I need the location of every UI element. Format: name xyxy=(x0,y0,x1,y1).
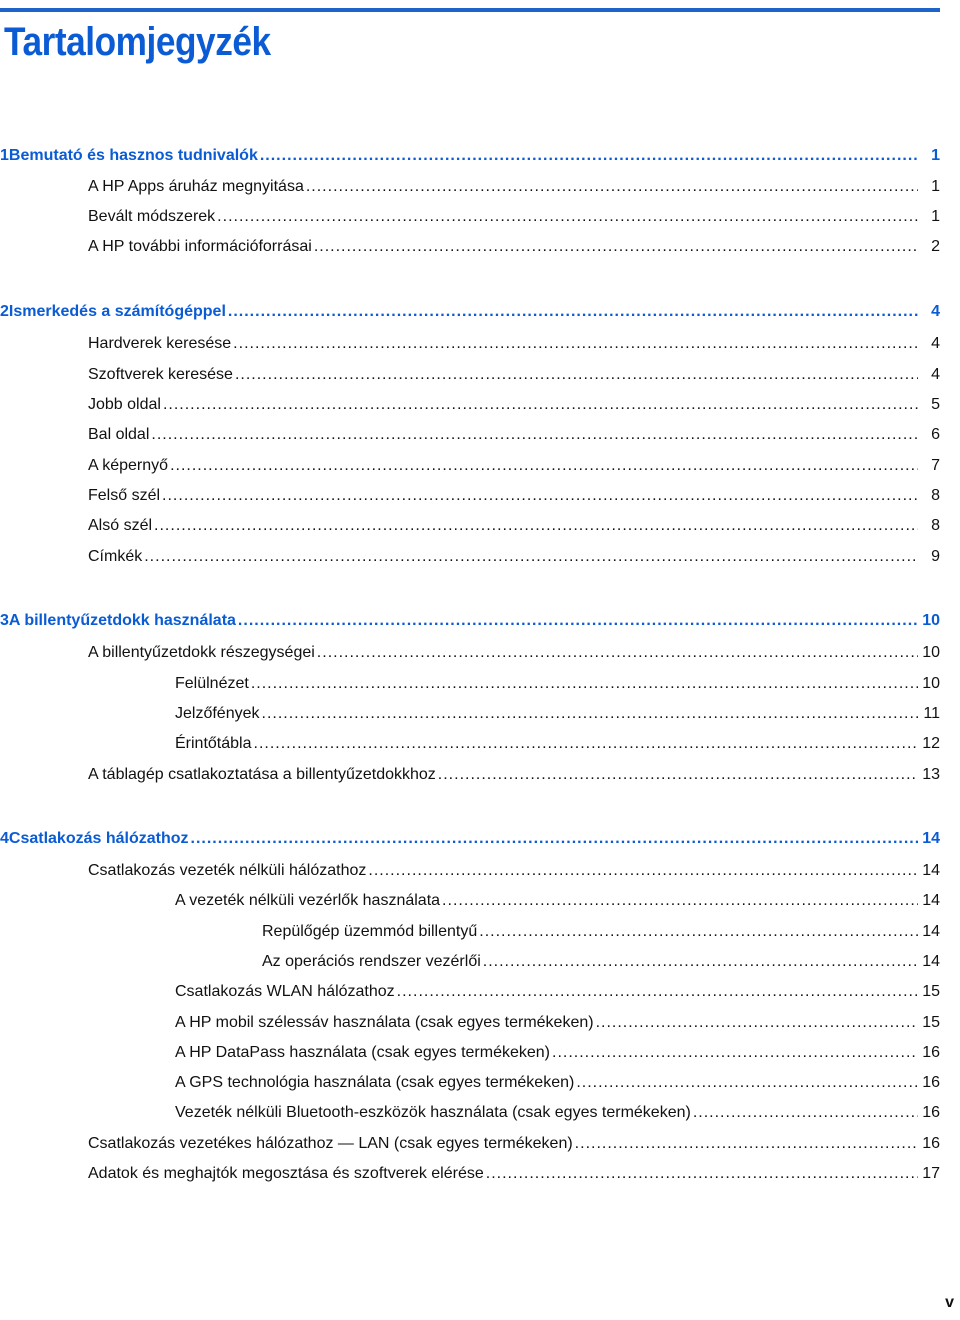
dot-leader xyxy=(154,515,918,537)
toc-page: 14 xyxy=(922,953,940,970)
toc-label: Csatlakozás vezeték nélküli hálózathoz xyxy=(88,862,367,879)
toc-entry[interactable] xyxy=(175,703,940,725)
toc-entry[interactable] xyxy=(175,1042,940,1064)
toc-page: 14 xyxy=(922,923,940,940)
dot-leader xyxy=(314,236,918,258)
page-title: Tartalomjegyzék xyxy=(4,20,271,64)
toc-chapter[interactable] xyxy=(0,610,940,632)
chapter-number: 1 xyxy=(0,147,9,164)
dot-leader xyxy=(228,301,918,323)
toc-entry[interactable] xyxy=(88,206,940,228)
toc-page: 17 xyxy=(922,1165,940,1182)
toc-page: 10 xyxy=(922,612,940,629)
toc-entry[interactable] xyxy=(175,1072,940,1094)
toc-page: 10 xyxy=(922,644,940,661)
page-number: v xyxy=(945,1294,954,1311)
toc-page: 6 xyxy=(931,426,940,443)
toc-entry[interactable] xyxy=(88,176,940,198)
toc-entry[interactable] xyxy=(88,333,940,355)
dot-leader xyxy=(575,1133,918,1155)
toc-page: 14 xyxy=(922,830,940,847)
toc-page: 4 xyxy=(931,303,940,320)
toc-label: A vezeték nélküli vezérlők használata xyxy=(175,892,441,909)
dot-leader xyxy=(479,921,918,943)
toc-page: 16 xyxy=(922,1135,940,1152)
toc-label: Alsó szél xyxy=(88,517,153,534)
toc-page: 13 xyxy=(922,766,940,783)
toc-entry[interactable] xyxy=(88,764,940,786)
toc-entry[interactable] xyxy=(88,485,940,507)
toc-page: 1 xyxy=(931,178,940,195)
toc-page: 15 xyxy=(922,1014,940,1031)
toc-label: Szoftverek keresése xyxy=(88,366,233,383)
toc-label: Adatok és meghajtók megosztása és szoftverek elérése xyxy=(88,1165,484,1182)
dot-leader xyxy=(251,673,918,695)
toc-label: Címkék xyxy=(88,548,143,565)
toc-label: A GPS technológia használata (csak egyes termékeken) xyxy=(175,1074,575,1091)
dot-leader xyxy=(260,145,918,167)
toc-entry[interactable] xyxy=(88,515,940,537)
toc-page: 4 xyxy=(931,335,940,352)
toc-label: A billentyűzetdokk részegységei xyxy=(88,644,315,661)
dot-leader xyxy=(486,1163,918,1185)
toc-entry[interactable] xyxy=(88,236,940,258)
dot-leader xyxy=(233,333,918,355)
toc-label: Csatlakozás hálózathoz xyxy=(8,830,189,847)
toc-page: 5 xyxy=(931,396,940,413)
dot-leader xyxy=(368,860,918,882)
toc-entry[interactable] xyxy=(88,424,940,446)
dot-leader xyxy=(235,364,918,386)
toc-page: 12 xyxy=(922,735,940,752)
toc-entry[interactable] xyxy=(88,860,940,882)
toc-page: 8 xyxy=(931,517,940,534)
dot-leader xyxy=(151,424,918,446)
toc-entry[interactable] xyxy=(262,921,940,943)
dot-leader xyxy=(191,828,918,850)
toc-page: 4 xyxy=(931,366,940,383)
toc-label: Csatlakozás WLAN hálózathoz xyxy=(175,983,395,1000)
toc-label: Repülőgép üzemmód billentyű xyxy=(262,923,478,940)
toc-entry[interactable] xyxy=(262,951,940,973)
dot-leader xyxy=(483,951,918,973)
toc-label: A HP Apps áruház megnyitása xyxy=(88,178,304,195)
toc-label: A HP DataPass használata (csak egyes termékeken) xyxy=(175,1044,550,1061)
dot-leader xyxy=(576,1072,918,1094)
toc-chapter[interactable] xyxy=(0,828,940,850)
toc-page: 16 xyxy=(922,1074,940,1091)
toc-page: 16 xyxy=(922,1104,940,1121)
toc-label: Hardverek keresése xyxy=(88,335,232,352)
dot-leader xyxy=(262,703,919,725)
toc-entry[interactable] xyxy=(175,981,940,1003)
toc-label: Jobb oldal xyxy=(88,396,161,413)
chapter-number: 3 xyxy=(0,612,9,629)
toc-page: 11 xyxy=(923,705,940,722)
dot-leader xyxy=(144,546,918,568)
dot-leader xyxy=(217,206,918,228)
toc-page: 10 xyxy=(922,675,940,692)
toc-entry[interactable] xyxy=(175,1012,940,1034)
toc-page: 16 xyxy=(922,1044,940,1061)
toc-label: Felső szél xyxy=(88,487,161,504)
toc-label: A HP mobil szélessáv használata (csak egyes termékeken) xyxy=(175,1014,594,1031)
toc-label: Bal oldal xyxy=(88,426,150,443)
toc-label: A táblagép csatlakoztatása a billentyűzetdokkhoz xyxy=(88,766,436,783)
dot-leader xyxy=(397,981,918,1003)
toc-entry[interactable] xyxy=(88,1133,940,1155)
toc-entry[interactable] xyxy=(175,1102,940,1124)
toc-label: Ismerkedés a számítógéppel xyxy=(8,303,226,320)
toc-page: 9 xyxy=(931,548,940,565)
toc-entry[interactable] xyxy=(88,642,940,664)
dot-leader xyxy=(596,1012,918,1034)
toc-page: 1 xyxy=(931,147,940,164)
dot-leader xyxy=(442,890,918,912)
dot-leader xyxy=(552,1042,918,1064)
toc-label: Felülnézet xyxy=(175,675,249,692)
dot-leader xyxy=(306,176,918,198)
dot-leader xyxy=(693,1102,918,1124)
toc-label: Vezeték nélküli Bluetooth-eszközök használata (csak egyes termékeken) xyxy=(175,1104,691,1121)
toc-chapter[interactable] xyxy=(0,301,940,323)
chapter-number: 2 xyxy=(0,303,9,320)
toc-label: A HP további információforrásai xyxy=(88,238,312,255)
dot-leader xyxy=(438,764,918,786)
toc-entry[interactable] xyxy=(88,546,940,568)
toc-entry[interactable] xyxy=(175,890,940,912)
toc-entry[interactable] xyxy=(88,394,940,416)
toc-page: 15 xyxy=(922,983,940,1000)
toc-label: Érintőtábla xyxy=(175,735,252,752)
toc-label: Bevált módszerek xyxy=(88,208,216,225)
toc-entry[interactable] xyxy=(88,364,940,386)
toc-page: 14 xyxy=(922,892,940,909)
toc-chapter[interactable] xyxy=(0,145,940,167)
toc-label: Bemutató és hasznos tudnivalók xyxy=(8,147,258,164)
chapter-number: 4 xyxy=(0,830,9,847)
toc-label: Az operációs rendszer vezérlői xyxy=(262,953,481,970)
dot-leader xyxy=(163,394,918,416)
toc-label: Csatlakozás vezetékes hálózathoz — LAN (csak egyes termékeken) xyxy=(88,1135,573,1152)
toc-label: A billentyűzetdokk használata xyxy=(8,612,236,629)
dot-leader xyxy=(162,485,918,507)
toc-page: 2 xyxy=(931,238,940,255)
toc-entry[interactable] xyxy=(175,733,940,755)
toc-label: A képernyő xyxy=(88,457,169,474)
dot-leader xyxy=(238,610,918,632)
toc-page: 14 xyxy=(922,862,940,879)
dot-leader xyxy=(170,455,918,477)
dot-leader xyxy=(317,642,918,664)
toc-entry[interactable] xyxy=(88,1163,940,1185)
toc-page: 7 xyxy=(931,457,940,474)
toc-page: 1 xyxy=(931,208,940,225)
toc-entry[interactable] xyxy=(88,455,940,477)
toc-entry[interactable] xyxy=(175,673,940,695)
toc-label: Jelzőfények xyxy=(175,705,260,722)
dot-leader xyxy=(254,733,919,755)
toc-page: 8 xyxy=(931,487,940,504)
